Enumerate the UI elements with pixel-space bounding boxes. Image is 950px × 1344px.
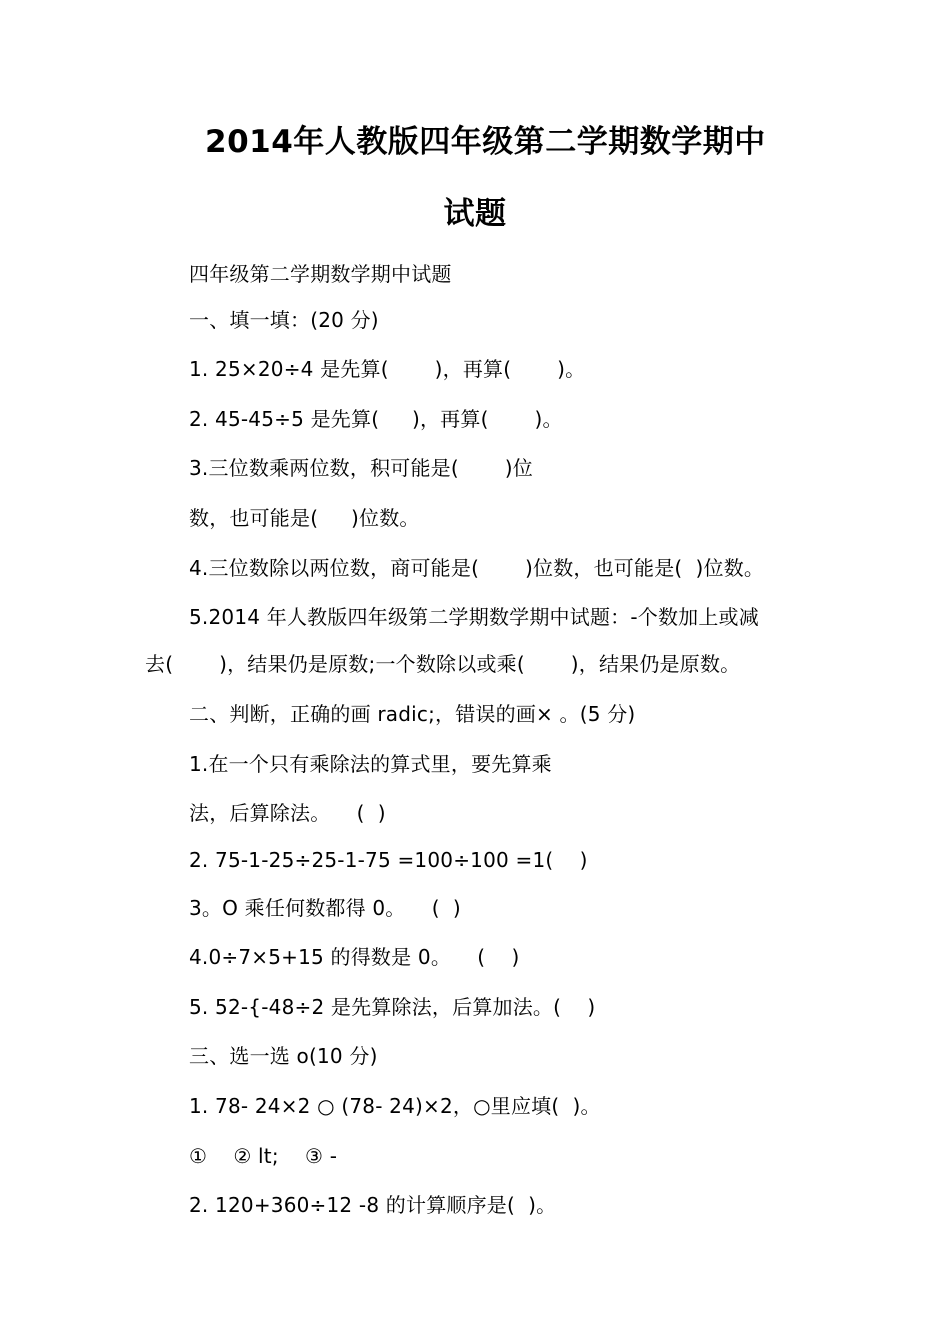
question-line: 5.2014 年人教版四年级第二学期数学期中试题：-个数加上或减 xyxy=(189,605,759,629)
question-line: 去( )，结果仍是原数;一个数除以或乘( )，结果仍是原数。 xyxy=(145,652,741,676)
answer-options-line: ① ② lt; ③ - xyxy=(189,1144,338,1168)
section-heading-choose: 三、选一选 o(10 分) xyxy=(189,1044,378,1068)
question-line: 法，后算除法。 ( ) xyxy=(189,801,386,825)
subtitle: 四年级第二学期数学期中试题 xyxy=(189,262,452,286)
question-line: 4.三位数除以两位数，商可能是( )位数，也可能是( )位数。 xyxy=(189,556,765,580)
question-line: 2. 120+360÷12 -8 的计算顺序是( )。 xyxy=(189,1193,557,1217)
section-heading-judge: 二、判断，正确的画 radic;，错误的画× 。(5 分) xyxy=(189,702,636,726)
question-line: 2. 75-1-25÷25-1-75 =100÷100 =1( ) xyxy=(189,848,588,872)
question-line: 5. 52-{-48÷2 是先算除法，后算加法。( ) xyxy=(189,995,596,1019)
question-line: 1. 78- 24×2 ○ (78- 24)×2，○里应填( )。 xyxy=(189,1094,601,1118)
question-line: 3.三位数乘两位数，积可能是( )位 xyxy=(189,456,533,480)
document-title-line-2: 试题 xyxy=(443,196,507,232)
section-heading-fill: 一、填一填：(20 分) xyxy=(189,308,379,332)
question-line: 1.在一个只有乘除法的算式里，要先算乘 xyxy=(189,752,552,776)
question-line: 4.0÷7×5+15 的得数是 0。 ( ) xyxy=(189,945,520,969)
question-line: 数，也可能是( )位数。 xyxy=(189,506,420,530)
question-line: 2. 45-45÷5 是先算( )，再算( )。 xyxy=(189,407,563,431)
document-title-line-1: 2014年人教版四年级第二学期数学期中 xyxy=(205,124,766,160)
question-line: 1. 25×20÷4 是先算( )，再算( )。 xyxy=(189,357,586,381)
question-line: 3。O 乘任何数都得 0。 ( ) xyxy=(189,896,461,920)
